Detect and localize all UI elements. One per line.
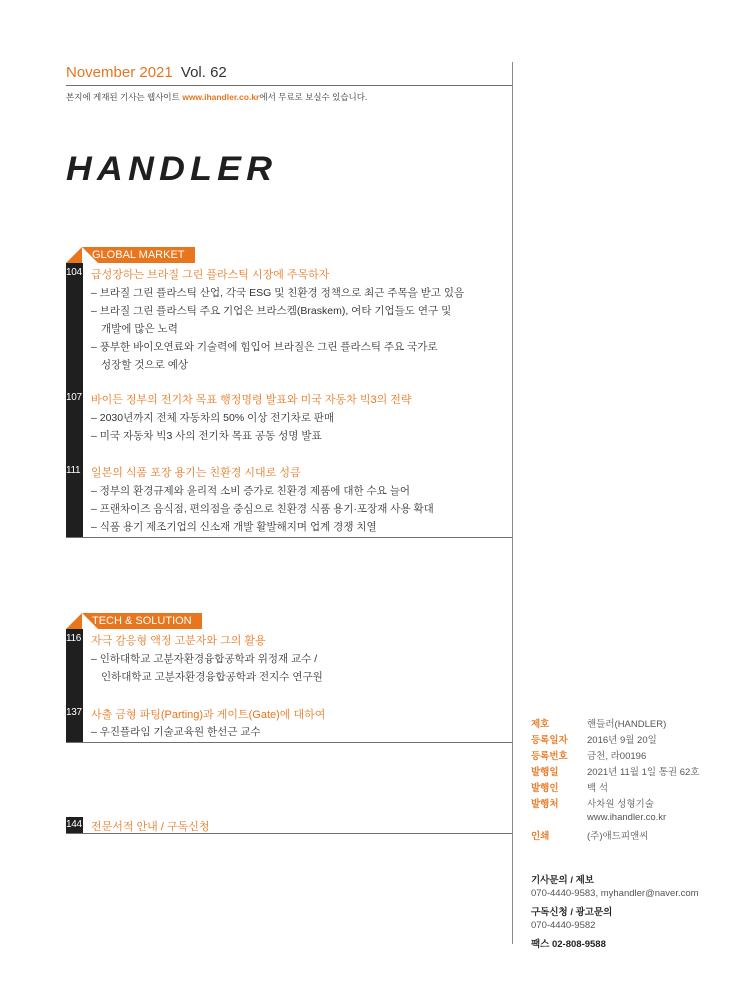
header-rule [66, 85, 512, 86]
section-bar-tech [66, 629, 83, 742]
page-number: 144 [66, 819, 82, 830]
section-tab-corner [66, 613, 82, 629]
issue-date [66, 64, 227, 81]
bullet-item: – 미국 자동차 빅3 사의 전기차 목표 공동 성명 발표 [91, 430, 322, 442]
info-value: 핸들러(HANDLER) [587, 719, 667, 730]
info-value: 2016년 9월 20일 [587, 735, 657, 746]
contact-heading: 기사문의 / 제보 [531, 875, 594, 886]
bullet-item: – 2030년까지 전체 자동차의 50% 이상 전기차로 판매 [91, 412, 335, 424]
info-label: 등록일자 [531, 735, 568, 746]
contact-fax: 팩스 02-808-9588 [531, 939, 606, 950]
info-website[interactable]: www.ihandler.co.kr [587, 812, 667, 823]
contact-line: 070-4440-9582 [531, 920, 596, 931]
section-rule-tech [66, 742, 512, 743]
info-label: 등록번호 [531, 751, 568, 762]
bullet-item: 인하대학교 고분자환경융합공학과 전지수 연구원 [101, 671, 323, 683]
section-tab-corner [66, 247, 82, 263]
notice-text-after: 에서 무료로 보실수 있습니다. [259, 92, 368, 102]
article-title[interactable]: 사출 금형 파팅(Parting)과 게이트(Gate)에 대하여 [91, 709, 326, 721]
bullet-item: – 프랜차이즈 음식점, 편의점을 중심으로 친환경 식품 용기·포장재 사용 확대 [91, 503, 434, 515]
article-title[interactable]: 바이든 정부의 전기차 목표 행정명령 발표와 미국 자동차 빅3의 전략 [91, 394, 412, 406]
page-number: 104 [66, 267, 82, 278]
bullet-item: – 풍부한 바이오연료와 기술력에 힘입어 브라질은 그린 플라스틱 주요 국가로 [91, 341, 438, 353]
article-title[interactable]: 일본의 식품 포장 용기는 친환경 시대로 성큼 [91, 467, 301, 479]
contact-line: 070-4440-9583, myhandler@naver.com [531, 888, 699, 899]
bullet-item: 개발에 많은 노력 [101, 323, 178, 335]
page-number: 137 [66, 707, 82, 718]
handler-logo: HANDLER [66, 150, 278, 188]
info-value: 2021년 11월 1일 통권 62호 [587, 767, 700, 778]
info-value: 사차원 성형기술 [587, 799, 654, 810]
info-label: 제호 [531, 719, 550, 730]
info-label: 발행인 [531, 783, 559, 794]
notice-text-before: 본지에 게재된 기사는 웹사이트 [66, 92, 183, 102]
issue-date-text: November 2021 [66, 64, 173, 81]
article-title[interactable]: 급성장하는 브라질 그린 플라스틱 시장에 주목하자 [91, 269, 330, 281]
section-tab-global-market: GLOBAL MARKET [82, 247, 195, 263]
bullet-item: – 인하대학교 고분자환경융합공학과 위정재 교수 / [91, 653, 318, 665]
article-title[interactable]: 자극 감응형 액정 고분자와 그의 활용 [91, 635, 266, 647]
section-tab-tech-solution: TECH & SOLUTION [82, 613, 202, 629]
info-value: 금천, 라00196 [587, 751, 647, 762]
bullet-item: – 우진플라임 기술교육원 한선근 교수 [91, 726, 261, 738]
info-value: (주)애드피앤씨 [587, 831, 649, 842]
info-label: 발행일 [531, 767, 559, 778]
website-notice [66, 91, 367, 103]
vertical-divider [512, 62, 513, 944]
bullet-item: – 식품 용기 제조기업의 신소재 개발 활발해지며 업계 경쟁 치열 [91, 521, 377, 533]
contact-heading: 구독신청 / 광고문의 [531, 907, 613, 918]
volume-number: Vol. 62 [180, 64, 227, 81]
bullet-item: 성장할 것으로 예상 [101, 359, 188, 371]
website-link[interactable]: www.ihandler.co.kr [182, 92, 260, 102]
subscription-title[interactable]: 전문서적 안내 / 구독신청 [91, 821, 210, 833]
section-rule-global [66, 537, 512, 538]
bullet-item: – 브라질 그린 플라스틱 산업, 각국 ESG 및 친환경 정책으로 최근 주목을 받고 있음 [91, 287, 465, 299]
page-number: 116 [66, 633, 82, 644]
page-number: 111 [66, 465, 81, 476]
bullet-item: – 정부의 환경규제와 윤리적 소비 증가로 친환경 제품에 대한 수요 늘어 [91, 485, 411, 497]
info-label: 인쇄 [531, 831, 550, 842]
bullet-item: – 브라질 그린 플라스틱 주요 기업은 브라스켐(Braskem), 여타 기업들도 연구 및 [91, 305, 452, 317]
page-number: 107 [66, 392, 82, 403]
info-value: 백 석 [587, 783, 608, 794]
info-label: 발행처 [531, 799, 559, 810]
